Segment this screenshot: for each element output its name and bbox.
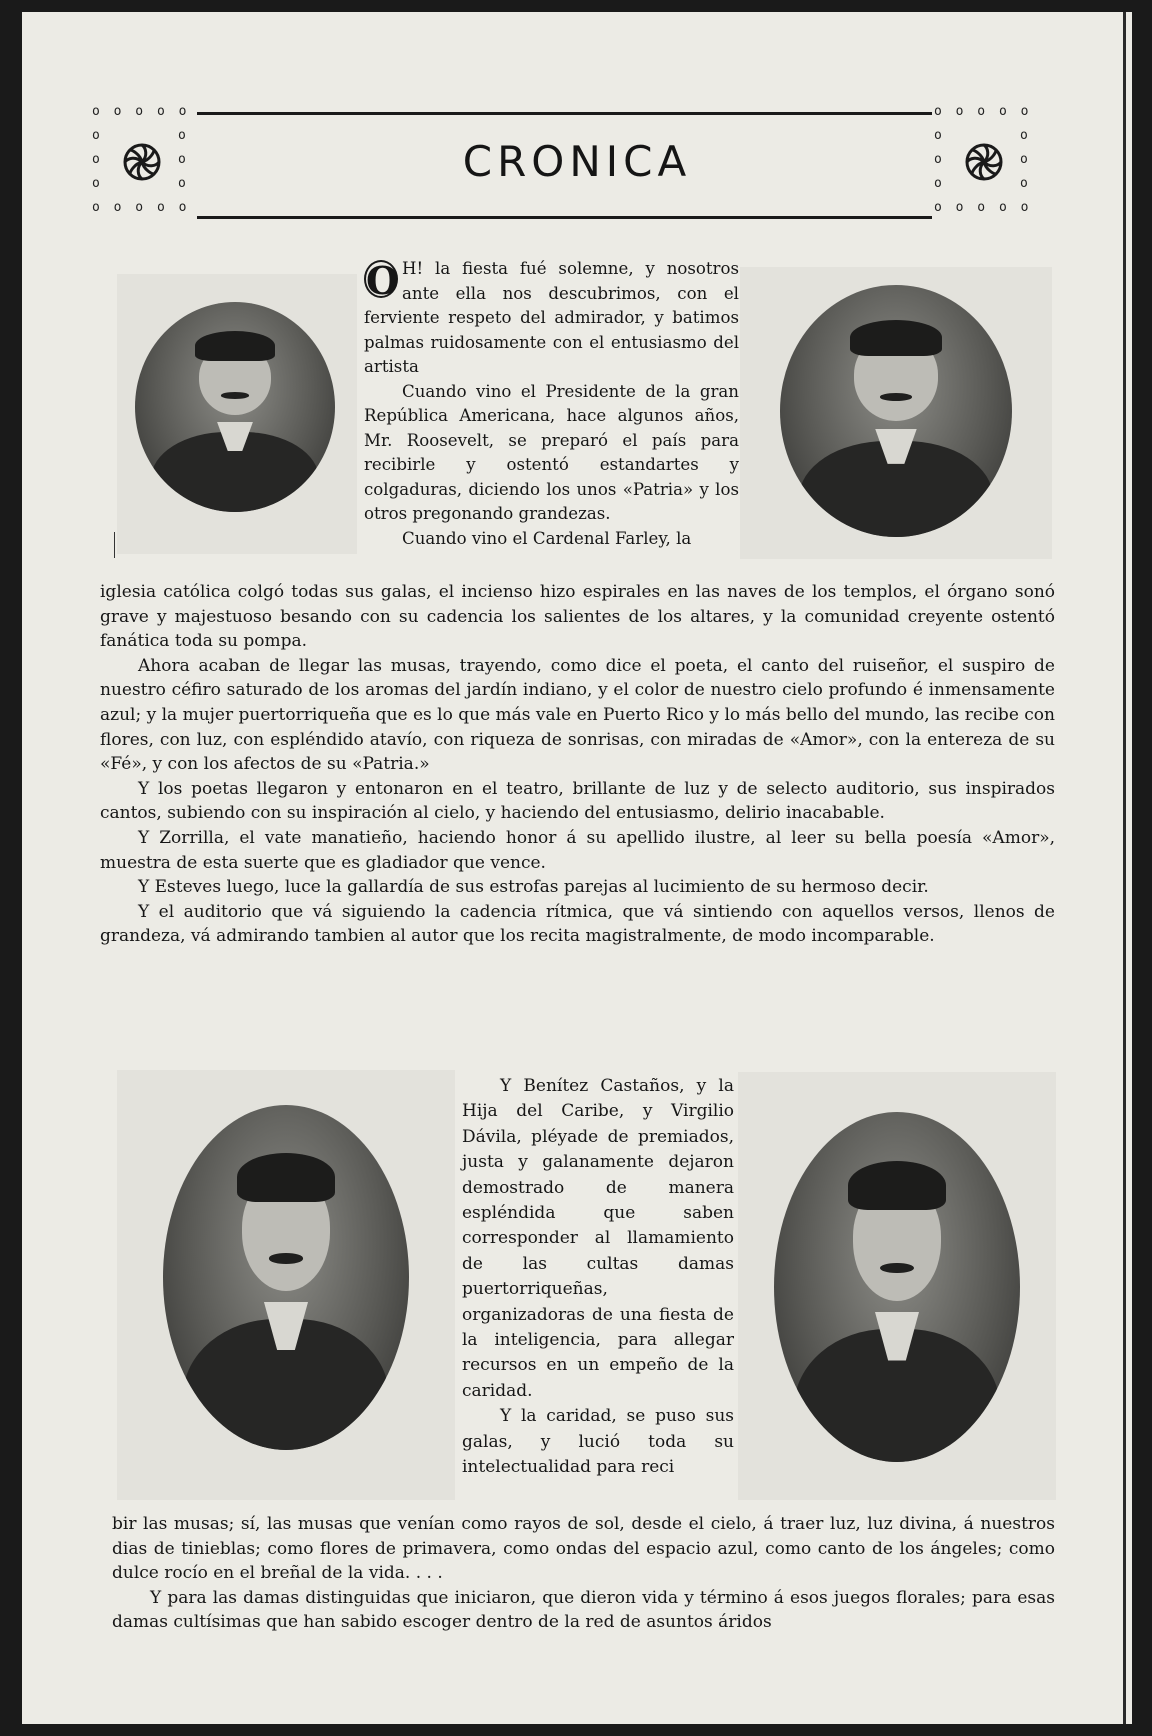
portrait-photo	[774, 1112, 1020, 1462]
poetas-paragraph: Y los poetas llegaron y entonaron en el teatro, brillante de luz y de selecto auditorio, sus inspirados cantos, subiendo con su inspiración al cielo, y haciendo del entusiasmo, delirio inacabable.	[100, 778, 1055, 824]
photo-top-right	[740, 267, 1052, 559]
photo-bottom-right	[738, 1072, 1056, 1500]
portrait-photo	[780, 285, 1012, 537]
benitez-paragraph: Y Benítez Castaños, y la Hija del Caribe, y Virgilio Dávila, pléyade de premiados, justa y galanamente dejaron demostrado de manera espléndida que saben corresponder al llamamiento de las cultas damas puertorriqueñas, organizadoras de una fiesta de la inteligencia, para allegar recursos en un empeño de la caridad.	[462, 1076, 734, 1401]
dropcap-letter: O	[366, 258, 400, 303]
photo-top-left	[117, 274, 357, 554]
photo-bottom-left	[117, 1070, 455, 1500]
page-edge	[1123, 12, 1126, 1724]
farley-paragraph-start: Cuando vino el Cardenal Farley, la	[402, 528, 692, 548]
damas-paragraph: Y para las damas distinguidas que iniciaron, que dieron vida y término á esos juegos florales; para esas damas cultísimas que han sabido escoger dentro de la red de asuntos áridos	[112, 1587, 1055, 1633]
left-ornament: o o o o o o o o o o o o o o o o	[92, 104, 190, 215]
intro-text: H! la fiesta fué solemne, y nosotros ante ella nos descubrimos, con el ferviente respeto del admirador, y batimos palmas ruidosamente con el entusiasmo del artista	[364, 259, 739, 376]
full-width-text	[100, 580, 1055, 949]
header-bottom-rule	[197, 216, 932, 219]
middle-column	[462, 1074, 734, 1481]
intro-column	[364, 257, 739, 551]
portrait-photo	[135, 302, 335, 512]
magazine-page	[22, 12, 1132, 1724]
zorrilla-paragraph: Y Zorrilla, el vate manatieño, haciendo honor á su apellido ilustre, al leer su bella poesía «Amor», muestra de esta suerte que es gladiador que vence.	[100, 827, 1055, 873]
section-title: CRONICA	[462, 137, 692, 186]
farley-paragraph-rest: iglesia católica colgó todas sus galas, el incienso hizo espirales en las naves de los templos, el órgano sonó grave y majestuoso besando con su cadencia los salientes de los altares, y la comunidad creyente ostentó fanática toda su pompa.	[100, 582, 1055, 652]
portrait-photo	[163, 1105, 409, 1450]
roosevelt-paragraph: Cuando vino el Presidente de la gran República Americana, hace algunos años, Mr. Roosevelt, se preparó el país para recibirle y ostentó estandartes y colgaduras, diciendo los unos «Patria» y los otros pregonando grandezas.	[364, 381, 739, 523]
right-ornament: o o o o o o o o o o o o o o o o	[934, 104, 1032, 215]
musas-paragraph: Ahora acaban de llegar las musas, trayendo, como dice el poeta, el canto del ruiseñor, el suspiro de nuestro céfiro saturado de los aromas del jardín indiano, y el color de nuestro cielo profundo é inmensamente azul; y la mujer puertorriqueña que es lo que más vale en Puerto Rico y lo más bello del mundo, las recibe con flores, con luz, con espléndido atavío, con riqueza de sonrisas, con miradas de «Amor», con la entereza de su «Fé», y con los afectos de su «Patria.»	[100, 655, 1055, 775]
caridad-paragraph-start: Y la caridad, se puso sus galas, y lució toda su intelectualidad para reci	[462, 1406, 734, 1478]
header-top-rule	[197, 112, 932, 115]
esteves-paragraph: Y Esteves luego, luce la gallardía de sus estrofas parejas al lucimiento de su hermoso decir.	[138, 877, 929, 898]
caridad-paragraph-rest: bir las musas; sí, las musas que venían como rayos de sol, desde el cielo, á traer luz, luz divina, á nuestros dias de tinieblas; como flores de primavera, como ondas del espacio azul, como canto de los ángeles; como dulce rocío en el breñal de la vida. . . .	[112, 1514, 1055, 1584]
bottom-text	[112, 1512, 1055, 1635]
auditorio-paragraph: Y el auditorio que vá siguiendo la cadencia rítmica, que vá sintiendo con aquellos versos, llenos de grandeza, vá admirando tambien al autor que los recita magistralmente, de modo incomparable.	[100, 901, 1055, 947]
